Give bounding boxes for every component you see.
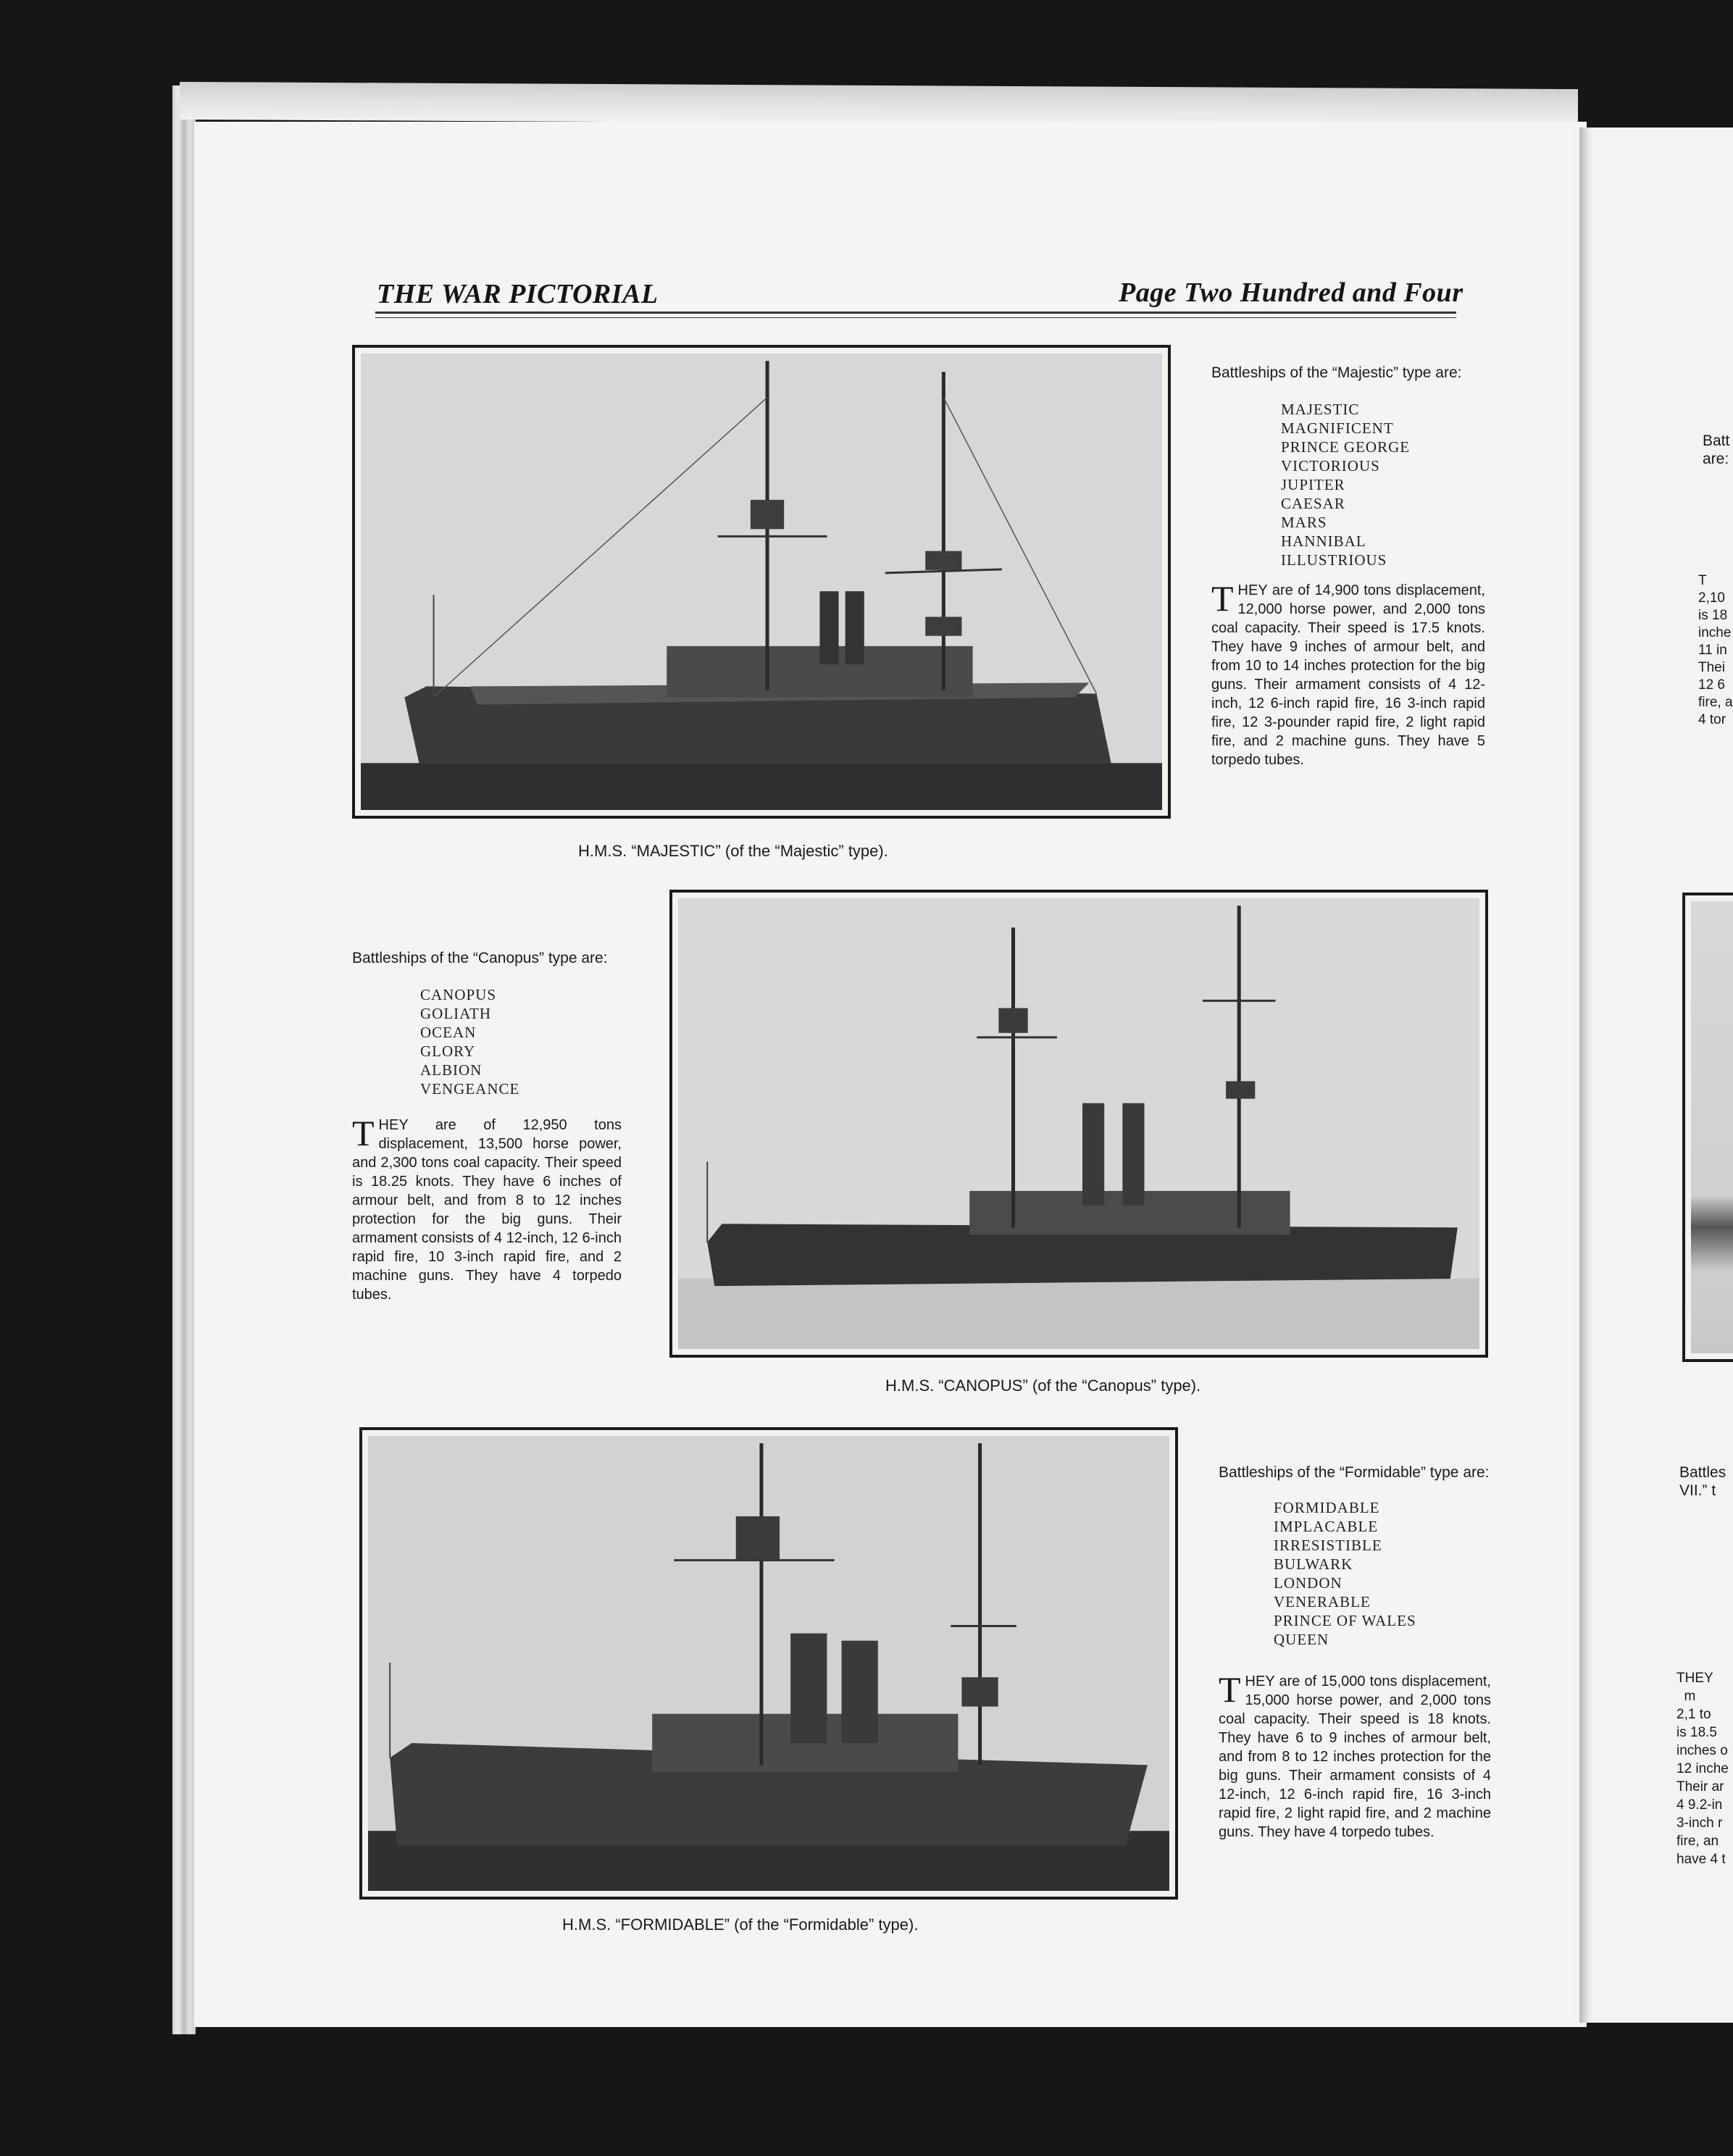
- description-text: HEY are of 15,000 tons displacement, 15,000 horse power, and 2,000 tons coal capacity. Their speed is 18 knots. They have 6 to 9 inches of armour belt, and from 8 to 12 inches protection for the big guns. Their armament consists of 4 12-inch, 12 6-inch rapid fire, 16 3-inch rapid fire, 2 light rapid fire, and 2 machine guns. They have 4 torpedo tubes.: [1219, 1674, 1491, 1840]
- canopus-photo: [669, 890, 1488, 1358]
- majestic-intro: Battleships of the “Majestic” type are:: [1211, 364, 1462, 381]
- right-page-top-body: T 2,10 is 18 inche 11 in Thei 12 6 fire, a 4 tor: [1698, 573, 1733, 727]
- ship-name: FORMIDABLE: [1274, 1499, 1380, 1516]
- canopus-ship-list: [420, 985, 519, 1098]
- ship-name: GLORY: [420, 1043, 476, 1060]
- right-page-top-intro: Batt are:: [1703, 433, 1730, 467]
- ship-name: BULWARK: [1274, 1555, 1353, 1573]
- page-stack-top: [180, 82, 1578, 127]
- formidable-caption: H.M.S. “FORMIDABLE” (of the “Formidable” type).: [562, 1915, 919, 1934]
- header-rule-thin: [375, 317, 1456, 318]
- ship-name: QUEEN: [1274, 1631, 1329, 1648]
- ship-name: MAGNIFICENT: [1281, 419, 1394, 437]
- canopus-caption: H.M.S. “CANOPUS” (of the “Canopus” type).: [885, 1376, 1201, 1395]
- drop-cap: T: [352, 1113, 375, 1153]
- ship-name: IMPLACABLE: [1274, 1518, 1379, 1535]
- book-gutter: [1579, 128, 1592, 2023]
- right-page-bottom-intro: Battles VII.” t: [1679, 1464, 1726, 1499]
- formidable-description: [1219, 1669, 1491, 1842]
- publication-title: THE WAR PICTORIAL: [377, 279, 659, 309]
- majestic-description: [1211, 578, 1485, 769]
- majestic-ship-list: [1281, 400, 1410, 569]
- formidable-photo: [359, 1427, 1178, 1900]
- canopus-description: [352, 1113, 622, 1304]
- ship-name: ILLUSTRIOUS: [1281, 551, 1387, 569]
- majestic-caption: H.M.S. “MAJESTIC” (of the “Majestic” type).: [578, 842, 888, 860]
- ship-name: GOLIATH: [420, 1005, 491, 1022]
- canopus-intro: Battleships of the “Canopus” type are:: [352, 950, 608, 966]
- description-text: HEY are of 14,900 tons displacement, 12,000 horse power, and 2,000 tons coal capacity. Their speed is 17.5 knots. They have 9 inches of armour belt, and from 10 to 14 inches protection for the big guns. Their armament consists of 4 12-inch, 12 6-inch rapid fire, 16 3-inch rapid fire, 12 3-pounder rapid fire, 2 light rapid fire, and 2 machine guns. They have 5 torpedo tubes.: [1211, 582, 1485, 768]
- ship-name: ALBION: [420, 1061, 483, 1079]
- ship-name: IRRESISTIBLE: [1274, 1537, 1382, 1554]
- ship-name: MAJESTIC: [1281, 401, 1360, 418]
- ship-name: JUPITER: [1281, 476, 1345, 493]
- formidable-ship-list: [1274, 1498, 1416, 1649]
- ship-name: VENGEANCE: [420, 1080, 520, 1098]
- battleship-image: [368, 1436, 1169, 1891]
- ship-name: VENERABLE: [1274, 1593, 1371, 1610]
- header-rule: [375, 312, 1456, 314]
- ship-name: HANNIBAL: [1281, 532, 1366, 550]
- ship-name: CAESAR: [1281, 495, 1345, 512]
- right-page-photo: [1682, 893, 1733, 1362]
- page-number-label: Page Two Hundred and Four: [1119, 277, 1463, 308]
- ship-name: VICTORIOUS: [1281, 457, 1380, 475]
- ship-name: MARS: [1281, 514, 1327, 531]
- battleship-image: [1691, 901, 1733, 1353]
- majestic-photo: [352, 345, 1171, 819]
- page-stack-edge: [172, 85, 196, 2034]
- description-text: HEY are of 12,950 tons displacement, 13,500 horse power, and 2,300 tons coal capacity. Their speed is 18.25 knots. They have 6 inches of armour belt, and from 8 to 12 inches protection for the big guns. Their armament consists of 4 12-inch, 12 6-inch rapid fire, 10 3-inch rapid fire, and 2 machine guns. They have 4 torpedo tubes.: [352, 1117, 622, 1303]
- ship-name: LONDON: [1274, 1574, 1342, 1592]
- drop-cap: T: [1219, 1669, 1241, 1710]
- battleship-image: [361, 354, 1162, 810]
- battleship-image: [678, 898, 1479, 1349]
- drop-cap: T: [1211, 578, 1234, 619]
- ship-name: PRINCE OF WALES: [1274, 1612, 1416, 1629]
- right-page-bottom-body: THEY m 2,1 to is 18.5 inches o 12 inche Their ar 4 9.2-in 3-inch r fire, an have 4 t: [1676, 1671, 1729, 1867]
- ship-name: PRINCE GEORGE: [1281, 438, 1411, 456]
- ship-name: OCEAN: [420, 1024, 477, 1041]
- formidable-intro: Battleships of the “Formidable” type are:: [1219, 1464, 1490, 1481]
- ship-name: CANOPUS: [420, 986, 497, 1003]
